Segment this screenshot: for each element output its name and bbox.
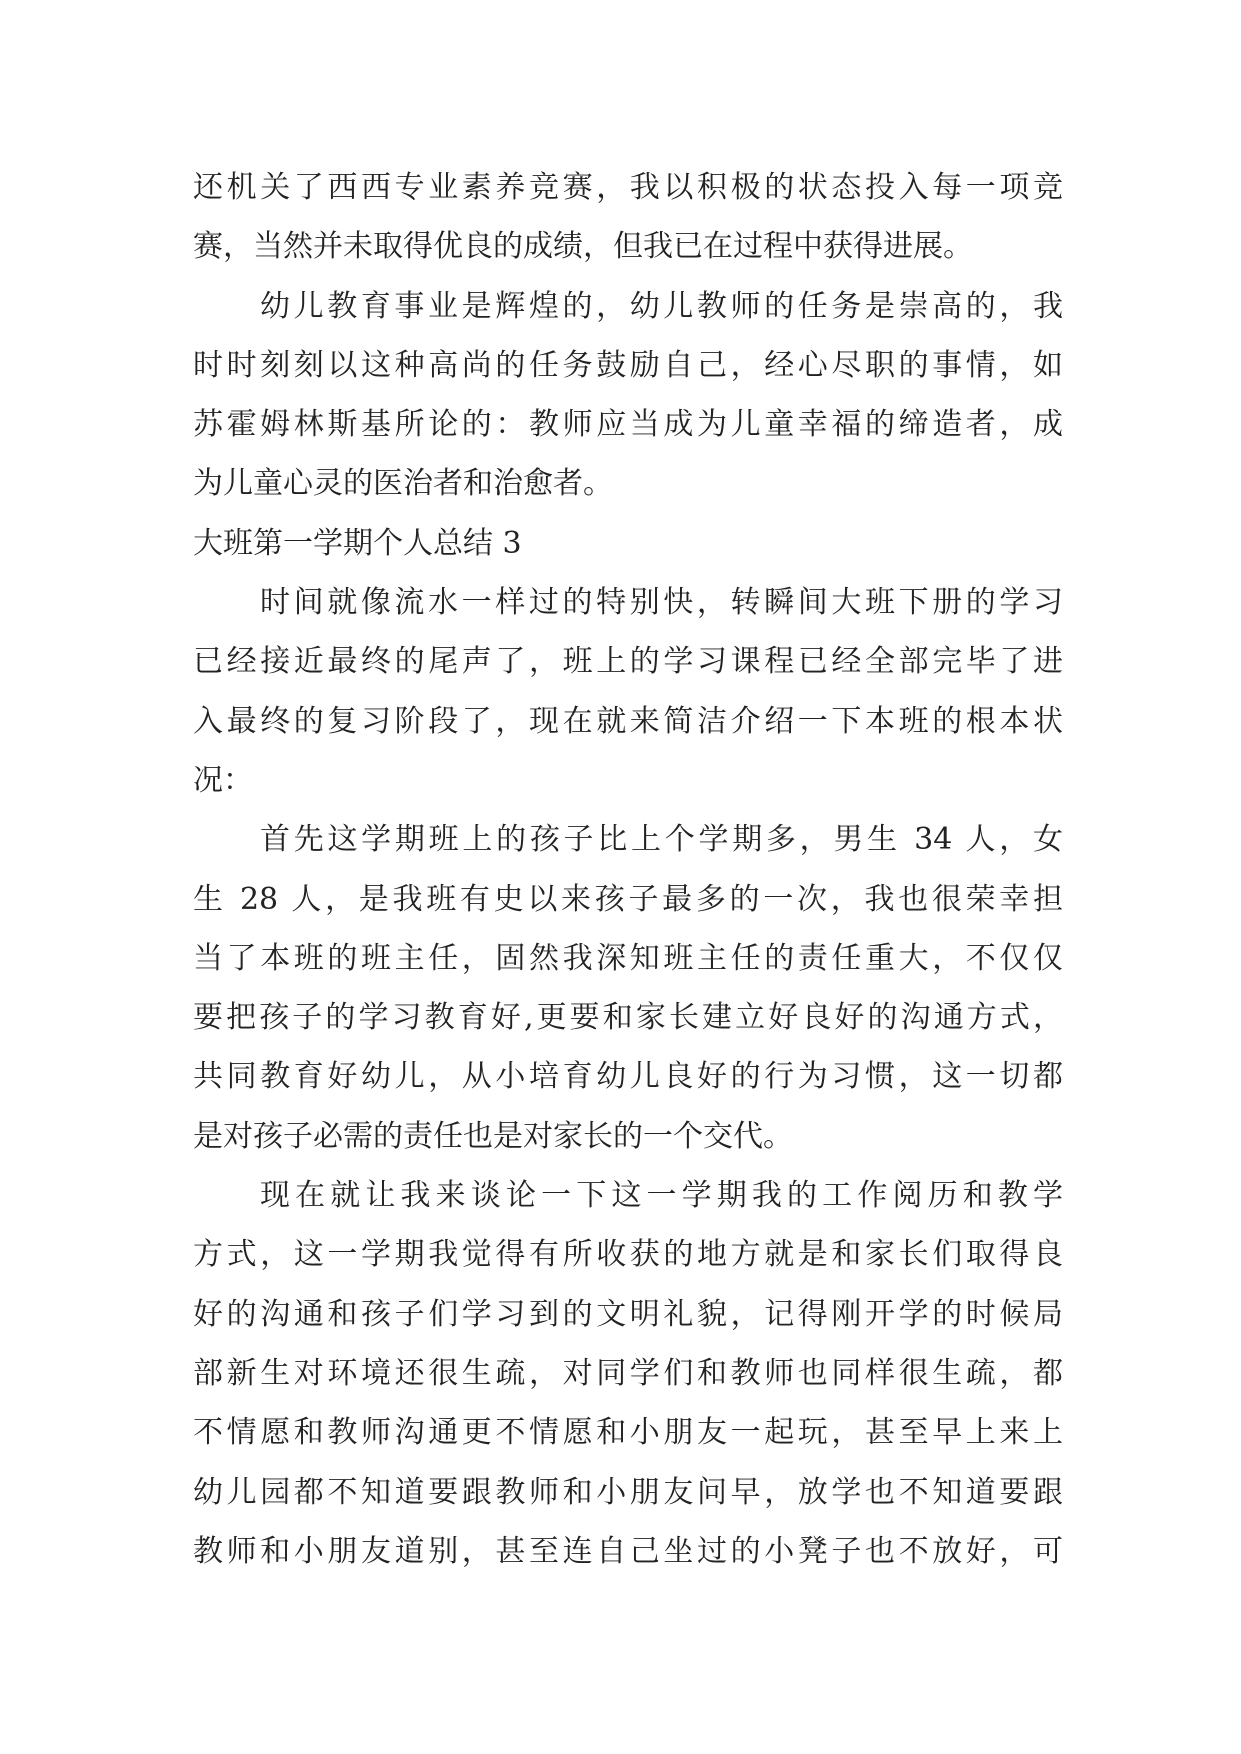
- text-line: 方式，这一学期我觉得有所收获的地方就是和家长们取得良: [193, 1237, 1063, 1273]
- text-line: 首先这学期班上的孩子比上个学期多，男生 34 人，女: [260, 822, 1063, 858]
- paragraph: [193, 277, 1063, 514]
- text-line: 为儿童心灵的医治者和治愈者。: [193, 466, 613, 502]
- text-line: 部新生对环境还很生疏，对同学们和教师也同样很生疏，都: [193, 1355, 1063, 1391]
- heading-text: 大班第一学期个人总结 3: [193, 525, 522, 561]
- paragraph: [193, 810, 1063, 1166]
- text-line: 入最终的复习阶段了，现在就来简洁介绍一下本班的根本状: [193, 703, 1063, 739]
- text-line: 幼儿园都不知道要跟教师和小朋友问早，放学也不知道要跟: [193, 1474, 1063, 1510]
- text-line: 苏霍姆林斯基所论的：教师应当成为儿童幸福的缔造者，成: [193, 407, 1063, 443]
- text-line: 时时刻刻以这种高尚的任务鼓励自己，经心尽职的事情，如: [193, 347, 1063, 383]
- text-line: 况：: [193, 762, 253, 798]
- text-line: 幼儿教育事业是辉煌的，幼儿教师的任务是崇高的，我: [260, 288, 1063, 324]
- paragraph: [193, 573, 1063, 810]
- text-line: 现在就让我来谈论一下这一学期我的工作阅历和教学: [260, 1178, 1063, 1214]
- paragraph-continuation: [193, 158, 1063, 277]
- text-line: 不情愿和教师沟通更不情愿和小朋友一起玩，甚至早上来上: [193, 1415, 1063, 1451]
- document-body: [193, 158, 1063, 1581]
- text-line: 是对孩子必需的责任也是对家长的一个交代。: [193, 1118, 793, 1154]
- text-line: 当了本班的班主任，固然我深知班主任的责任重大，不仅仅: [193, 940, 1063, 976]
- text-line: 要把孩子的学习教育好,更要和家长建立好良好的沟通方式，: [193, 1000, 1063, 1036]
- paragraph: [193, 1166, 1063, 1581]
- text-line: 共同教育好幼儿，从小培育幼儿良好的行为习惯，这一切都: [193, 1059, 1063, 1095]
- section-heading: [193, 514, 1063, 573]
- text-line: 时间就像流水一样过的特别快，转瞬间大班下册的学习: [260, 585, 1063, 621]
- text-line: 已经接近最终的尾声了，班上的学习课程已经全部完毕了进: [193, 644, 1063, 680]
- text-line: 好的沟通和孩子们学习到的文明礼貌，记得刚开学的时候局: [193, 1296, 1063, 1332]
- text-line: 生 28 人，是我班有史以来孩子最多的一次，我也很荣幸担: [193, 881, 1063, 917]
- text-line: 还机关了西西专业素养竞赛，我以积极的状态投入每一项竞: [193, 170, 1063, 205]
- text-line: 教师和小朋友道别，甚至连自己坐过的小凳子也不放好，可: [193, 1533, 1063, 1569]
- text-line: 赛，当然并未取得优良的成绩，但我已在过程中获得进展。: [193, 229, 973, 265]
